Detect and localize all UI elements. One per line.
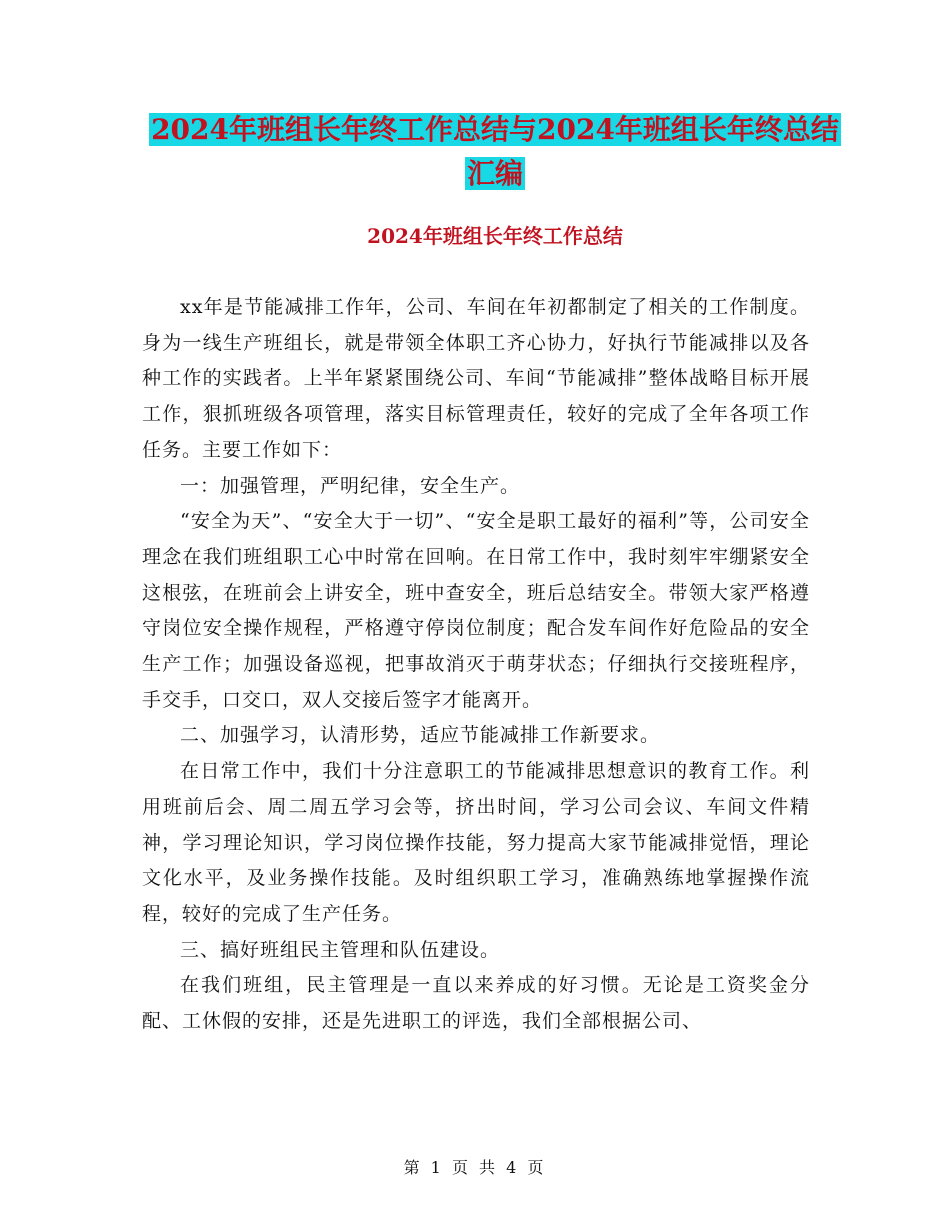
paragraph-heading: 二、加强学习，认清形势，适应节能减排工作新要求。 xyxy=(180,724,661,747)
section-title: 2024年班组长年终工作总结 xyxy=(367,224,623,248)
body-text xyxy=(142,290,810,1040)
paragraph: xx年是节能减排工作年，公司、车间在年初都制定了相关的工作制度。身为一线生产班组长，就是带领全体职工齐心协力，好执行节能减排以及各种工作的实践者。上半年紧紧围绕公司、车间“节能减排”整体战略目标开展工作，狠抓班级各项管理，落实目标管理责任，较好的完成了全年各项工作任务。主要工作如下： xyxy=(142,296,810,461)
paragraph: 在日常工作中，我们十分注意职工的节能减排思想意识的教育工作。利用班前后会、周二周五学习会等，挤出时间，学习公司会议、车间文件精神，学习理论知识，学习岗位操作技能，努力提高大家节能减排觉悟，理论文化水平，及业务操作技能。及时组织职工学习，准确熟练地掌握操作流程，较好的完成了生产任务。 xyxy=(142,760,810,925)
document-title-line1: 2024年班组长年终工作总结与2024年班组长年终总结 xyxy=(151,113,839,146)
paragraph: 在我们班组，民主管理是一直以来养成的好习惯。无论是工资奖金分配、工休假的安排，还是先进职工的评选，我们全部根据公司、 xyxy=(142,974,810,1033)
paragraph-heading: 三、搞好班组民主管理和队伍建设。 xyxy=(180,938,501,961)
paragraph-heading: 一：加强管理，严明纪律，安全生产。 xyxy=(180,474,521,497)
document-title-line2: 汇编 xyxy=(466,157,523,190)
page-footer: 第 1 页 共 4 页 xyxy=(403,1158,547,1177)
paragraph: “安全为天”、“安全大于一切”、“安全是职工最好的福利”等，公司安全理念在我们班组职工心中时常在回响。在日常工作中，我时刻牢牢绷紧安全这根弦，在班前会上讲安全，班中查安全，班后总结安全。带领大家严格遵守岗位安全操作规程，严格遵守停岗位制度；配合发车间作好危险品的安全生产工作；加强设备巡视，把事故消灭于萌芽状态；仔细执行交接班程序，手交手，口交口，双人交接后签字才能离开。 xyxy=(142,510,810,711)
